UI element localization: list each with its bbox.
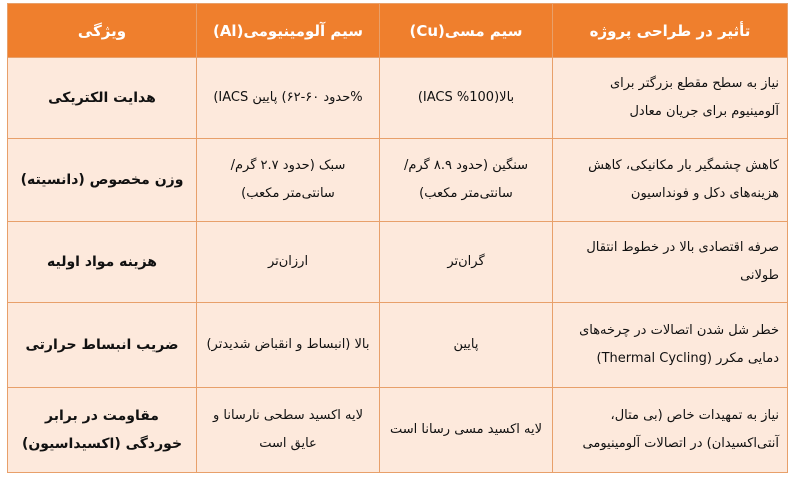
cell-impact: کاهش چشمگیر بار مکانیکی، کاهش هزینه‌های دکل و فونداسیون — [553, 139, 788, 222]
table-row — [8, 139, 788, 222]
table-row — [8, 388, 788, 473]
cell-aluminum: بالا (انبساط و انقباض شدیدتر) — [197, 303, 380, 388]
cell-aluminum: سبک (حدود ۲.۷ گرم/سانتی‌متر مکعب) — [197, 139, 380, 222]
cell-copper: لایه اکسید مسی رسانا است — [380, 388, 553, 473]
cell-impact: صرفه اقتصادی بالا در خطوط انتقال طولانی — [553, 222, 788, 303]
cell-feature: وزن مخصوص (دانسیته) — [8, 139, 197, 222]
cell-impact: نیاز به تمهیدات خاص (بی متال، آنتی‌اکسیدان) در اتصالات آلومینیومی — [553, 388, 788, 473]
cell-aluminum: %حدود ۶۰-۶۲) پایین IACS) — [197, 58, 380, 139]
cell-impact: خطر شل شدن اتصالات در چرخه‌های دمایی مکرر (Thermal Cycling) — [553, 303, 788, 388]
comparison-table — [7, 3, 788, 473]
table-header-row — [8, 4, 788, 58]
header-feature: ویژگی — [8, 4, 197, 58]
cell-copper: سنگین (حدود ۸.۹ گرم/سانتی‌متر مکعب) — [380, 139, 553, 222]
header-aluminum: سیم آلومینیومی(Al) — [197, 4, 380, 58]
cell-copper: گران‌تر — [380, 222, 553, 303]
cell-feature: مقاومت در برابر خوردگی (اکسیداسیون) — [8, 388, 197, 473]
cell-aluminum: ارزان‌تر — [197, 222, 380, 303]
header-copper: سیم مسی(Cu) — [380, 4, 553, 58]
cell-aluminum: لایه اکسید سطحی نارسانا و عایق است — [197, 388, 380, 473]
cell-copper: پایین — [380, 303, 553, 388]
cell-feature: هدایت الکتریکی — [8, 58, 197, 139]
table-row — [8, 58, 788, 139]
cell-feature: ضریب انبساط حرارتی — [8, 303, 197, 388]
table-row — [8, 222, 788, 303]
cell-impact: نیاز به سطح مقطع بزرگتر برای آلومینیوم برای جریان معادل — [553, 58, 788, 139]
table-row — [8, 303, 788, 388]
header-impact: تأثیر در طراحی پروژه — [553, 4, 788, 58]
comparison-table-container — [7, 3, 787, 473]
cell-copper: بالا(100% IACS) — [380, 58, 553, 139]
cell-feature: هزینه مواد اولیه — [8, 222, 197, 303]
